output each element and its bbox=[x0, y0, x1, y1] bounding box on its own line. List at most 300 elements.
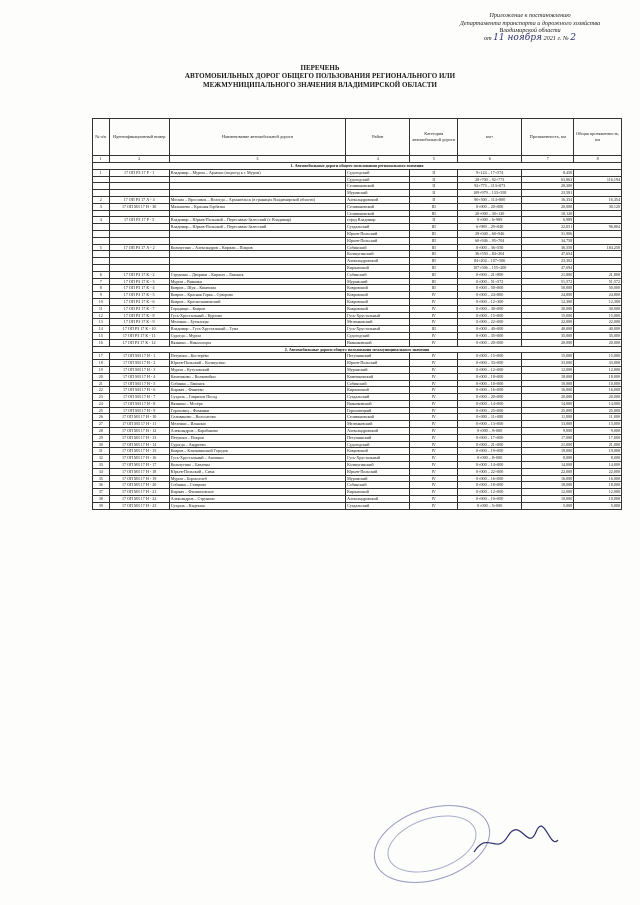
table-cell: 9 bbox=[93, 292, 110, 299]
table-cell: 0+000 – 15+000 bbox=[458, 312, 522, 319]
table-cell: Судогодский bbox=[346, 441, 410, 448]
table-cell: III bbox=[410, 210, 458, 217]
table-cell: 17 ОП МЗ 17 Н - 30 bbox=[109, 203, 169, 210]
column-header: Идентификационный номер bbox=[109, 119, 169, 156]
table-cell: III bbox=[410, 230, 458, 237]
table-row bbox=[93, 258, 622, 265]
table-cell: 17 ОП РЗ 17 А - 4 bbox=[109, 196, 169, 203]
table-row bbox=[93, 428, 622, 435]
column-number: 3 bbox=[169, 156, 345, 163]
table-cell: 14,000 bbox=[522, 400, 574, 407]
table-row bbox=[93, 496, 622, 503]
table-cell: Александровский bbox=[346, 196, 410, 203]
table-cell: 21,800 bbox=[522, 271, 574, 278]
table-cell bbox=[169, 176, 345, 183]
table-cell: Ковровский bbox=[346, 305, 410, 312]
table-cell: 0+000 – 18+000 bbox=[458, 373, 522, 380]
signature bbox=[470, 822, 560, 862]
table-cell: 38 bbox=[93, 496, 110, 503]
table-row bbox=[93, 421, 622, 428]
table-cell: Юрьев-Польский bbox=[346, 230, 410, 237]
table-cell: IV bbox=[410, 380, 458, 387]
table-cell: Гусь-Хрустальный – Анопино bbox=[169, 455, 345, 462]
table-row bbox=[93, 455, 622, 462]
table-cell: III bbox=[410, 264, 458, 271]
table-cell: 0+000 – 10+000 bbox=[458, 380, 522, 387]
table-cell: Собинка – Лакинск bbox=[169, 380, 345, 387]
table-cell: 19,000 bbox=[574, 448, 622, 455]
table-cell: 9+124 – 17+574 bbox=[458, 169, 522, 176]
table-cell: 10 bbox=[93, 298, 110, 305]
table-cell: 1 bbox=[93, 169, 110, 176]
table-cell: Юрьев-Польский – Кольчугино bbox=[169, 360, 345, 367]
table-cell: 33,000 bbox=[522, 360, 574, 367]
table-cell: 17 ОП МЗ 17 Н - 10 bbox=[109, 414, 169, 421]
table-cell: Меленковский bbox=[346, 421, 410, 428]
table-cell: Селиваново – Волосатово bbox=[169, 414, 345, 421]
table-cell: 39 bbox=[93, 502, 110, 509]
table-row bbox=[93, 373, 622, 380]
table-cell: Муромский bbox=[346, 190, 410, 197]
table-cell: 50,000 bbox=[522, 285, 574, 292]
table-cell: 90+500 – 114+800 bbox=[458, 196, 522, 203]
table-cell: 0+000 – 24+800 bbox=[458, 292, 522, 299]
section-heading: 2. Автомобильные дороги общего пользования межмуниципального значения bbox=[93, 346, 622, 353]
table-cell: 14,000 bbox=[574, 462, 622, 469]
table-row bbox=[93, 237, 622, 244]
table-cell bbox=[574, 251, 622, 258]
table-row bbox=[93, 489, 622, 496]
table-cell: 0+000 – 20+000 bbox=[458, 394, 522, 401]
column-header: Общая протяженность, км bbox=[574, 119, 622, 156]
table-cell: IV bbox=[410, 428, 458, 435]
table-cell: 17 ОП МЗ 17 Н - 1 bbox=[109, 353, 169, 360]
table-cell: 21,800 bbox=[574, 271, 622, 278]
table-cell: 22 bbox=[93, 387, 110, 394]
table-cell: 51,572 bbox=[574, 278, 622, 285]
table-cell: 31,906 bbox=[522, 230, 574, 237]
table-cell bbox=[93, 258, 110, 265]
table-cell: 35,000 bbox=[574, 332, 622, 339]
table-cell: 17 ОП РЗ 17 К - 11 bbox=[109, 332, 169, 339]
table-cell: 0+000 – 20+000 bbox=[458, 339, 522, 346]
table-cell: 18,000 bbox=[574, 373, 622, 380]
table-cell: 17,000 bbox=[574, 434, 622, 441]
table-cell: 21,000 bbox=[522, 441, 574, 448]
document-title bbox=[140, 64, 500, 89]
table-cell: 0+000 – 16+000 bbox=[458, 475, 522, 482]
table-cell: 34,758 bbox=[522, 237, 574, 244]
table-cell: 0+000 – 5+000 bbox=[458, 502, 522, 509]
table-cell: 17 ОП МЗ 17 Н - 16 bbox=[109, 455, 169, 462]
table-cell: Петушки – Костерёво bbox=[169, 353, 345, 360]
table-row bbox=[93, 414, 622, 421]
table-cell: 15,000 bbox=[574, 353, 622, 360]
table-cell: 0+000 – 51+572 bbox=[458, 278, 522, 285]
table-row bbox=[93, 203, 622, 210]
table-row bbox=[93, 190, 622, 197]
table-row bbox=[93, 319, 622, 326]
table-cell: Владимир – Юрьев-Польский – Переславль-Залесский (г. Владимир) bbox=[169, 217, 345, 224]
table-cell: 0+000 – 16+000 bbox=[458, 387, 522, 394]
table-cell bbox=[169, 237, 345, 244]
table-cell: 17 ОП МЗ 17 Н - 21 bbox=[109, 489, 169, 496]
appendix-line-3: Владимирской области bbox=[499, 27, 561, 35]
table-cell: 23 bbox=[93, 394, 110, 401]
table-cell: 10,000 bbox=[574, 496, 622, 503]
table-cell: 28 bbox=[93, 428, 110, 435]
table-cell: 17 ОП РЗ 17 К - 3 bbox=[109, 278, 169, 285]
table-cell: III bbox=[410, 326, 458, 333]
table-cell: Юрьев-Польский bbox=[346, 237, 410, 244]
table-cell bbox=[109, 190, 169, 197]
table-row bbox=[93, 387, 622, 394]
table-cell: IV bbox=[410, 400, 458, 407]
table-cell: 0+000 – 17+000 bbox=[458, 434, 522, 441]
table-cell bbox=[574, 264, 622, 271]
table-cell: 17 ОП МЗ 17 Н - 7 bbox=[109, 394, 169, 401]
table-row bbox=[93, 298, 622, 305]
table-cell: III bbox=[410, 285, 458, 292]
table-cell: 7 bbox=[93, 278, 110, 285]
column-number: 4 bbox=[346, 156, 410, 163]
table-cell: 30,000 bbox=[574, 305, 622, 312]
table-cell: 17 ОП МЗ 17 Н - 6 bbox=[109, 387, 169, 394]
table-cell: 16,354 bbox=[522, 196, 574, 203]
table-row bbox=[93, 217, 622, 224]
table-cell: Городищи – Ковров bbox=[169, 305, 345, 312]
table-cell: III bbox=[410, 203, 458, 210]
table-cell: II bbox=[410, 176, 458, 183]
table-cell: Селивановский bbox=[346, 183, 410, 190]
table-cell bbox=[109, 264, 169, 271]
table-cell: 8,000 bbox=[574, 455, 622, 462]
table-cell: IV bbox=[410, 373, 458, 380]
table-cell: 0+000 – 18+000 bbox=[458, 482, 522, 489]
table-row bbox=[93, 339, 622, 346]
table-row bbox=[93, 224, 622, 231]
table-cell bbox=[109, 230, 169, 237]
table-cell: III bbox=[410, 224, 458, 231]
table-cell: Гусь-Хрустальный bbox=[346, 326, 410, 333]
table-cell: 13,000 bbox=[574, 421, 622, 428]
table-cell bbox=[169, 258, 345, 265]
table-row bbox=[93, 264, 622, 271]
table-cell bbox=[93, 210, 110, 217]
table-cell bbox=[93, 176, 110, 183]
table-cell bbox=[93, 264, 110, 271]
table-cell: 20 bbox=[93, 373, 110, 380]
table-cell bbox=[574, 258, 622, 265]
table-cell: 0+000 – 12+000 bbox=[458, 366, 522, 373]
table-cell: Камешково – Волковойно bbox=[169, 373, 345, 380]
table-cell: 17 ОП РЗ 17 К - 7 bbox=[109, 305, 169, 312]
table-cell: 22,000 bbox=[522, 468, 574, 475]
table-cell: 21,000 bbox=[574, 441, 622, 448]
table-cell bbox=[169, 251, 345, 258]
table-cell: 29+040 – 60+946 bbox=[458, 230, 522, 237]
table-cell: 17 ОП РЗ 17 К - 10 bbox=[109, 326, 169, 333]
table-cell: 22,000 bbox=[574, 468, 622, 475]
table-cell: 18 bbox=[93, 360, 110, 367]
table-cell: 18,000 bbox=[522, 482, 574, 489]
appendix-line-1: Приложение к постановлению bbox=[489, 12, 571, 19]
table-cell: город Владимир bbox=[346, 217, 410, 224]
table-cell: 35 bbox=[93, 475, 110, 482]
table-cell: Гороховец – Фоминки bbox=[169, 407, 345, 414]
table-cell: 6,989 bbox=[522, 217, 574, 224]
table-cell bbox=[109, 224, 169, 231]
table-cell: Ковровский bbox=[346, 298, 410, 305]
table-cell: 30,000 bbox=[522, 305, 574, 312]
table-cell: 17 ОП МЗ 17 Н - 18 bbox=[109, 468, 169, 475]
table-cell: Суздальский bbox=[346, 224, 410, 231]
table-cell: 30 bbox=[93, 441, 110, 448]
table-cell: 14,000 bbox=[574, 400, 622, 407]
table-row bbox=[93, 475, 622, 482]
column-header: Категория автомобильной дороги bbox=[410, 119, 458, 156]
table-cell: Кольчугино – Александров – Киржач – Покров bbox=[169, 244, 345, 251]
table-cell: Кольчугинский bbox=[346, 462, 410, 469]
column-header: Район bbox=[346, 119, 410, 156]
table-row bbox=[93, 312, 622, 319]
table-cell: 17 ОП МЗ 17 Н - 8 bbox=[109, 400, 169, 407]
table-cell: 17 ОП МЗ 17 Н - 14 bbox=[109, 441, 169, 448]
table-cell: Селивановский bbox=[346, 203, 410, 210]
table-cell: 17 ОП МЗ 17 Н - 17 bbox=[109, 462, 169, 469]
table-cell: Александровский bbox=[346, 496, 410, 503]
table-cell: 60+946 – 95+704 bbox=[458, 237, 522, 244]
table-cell: 116,194 bbox=[574, 176, 622, 183]
table-row bbox=[93, 176, 622, 183]
table-cell: Владимир – Муром – Арзамас (подъезд к г. Муром) bbox=[169, 169, 345, 176]
table-cell: 18,000 bbox=[574, 482, 622, 489]
table-cell: 14,000 bbox=[522, 462, 574, 469]
table-cell: 11,000 bbox=[574, 414, 622, 421]
appendix-year: 2021 г. № bbox=[543, 34, 569, 42]
table-cell bbox=[93, 251, 110, 258]
table-cell: 10,000 bbox=[522, 496, 574, 503]
table-cell: Киржач – Финеево bbox=[169, 387, 345, 394]
table-cell: 12,000 bbox=[574, 366, 622, 373]
table-cell: III bbox=[410, 258, 458, 265]
table-cell: 20+000 – 30+120 bbox=[458, 210, 522, 217]
table-row bbox=[93, 332, 622, 339]
table-cell bbox=[109, 251, 169, 258]
table-row bbox=[93, 326, 622, 333]
table-cell: 29 bbox=[93, 434, 110, 441]
table-cell: 21 bbox=[93, 380, 110, 387]
table-cell: IV bbox=[410, 332, 458, 339]
table-cell: Суздальский bbox=[346, 394, 410, 401]
table-cell: 19,000 bbox=[522, 448, 574, 455]
table-cell: Меленки – Илькино bbox=[169, 421, 345, 428]
table-cell: Гусь-Хрустальный bbox=[346, 455, 410, 462]
table-cell bbox=[93, 190, 110, 197]
table-cell: 25,000 bbox=[574, 407, 622, 414]
column-number-row bbox=[93, 156, 622, 163]
table-cell: 19 bbox=[93, 366, 110, 373]
appendix-number: 2 bbox=[570, 32, 576, 43]
table-cell: Суздаль – Гаврилов Посад bbox=[169, 394, 345, 401]
table-cell: Владимир – Юрьев-Польский – Переславль-Залесский bbox=[169, 224, 345, 231]
table-cell: 18,000 bbox=[522, 373, 574, 380]
table-cell: Судогодский bbox=[346, 332, 410, 339]
table-cell: Меленки – Бутылицы bbox=[169, 319, 345, 326]
table-cell: Александровский bbox=[346, 428, 410, 435]
table-cell: Муром – Вязники bbox=[169, 278, 345, 285]
table-cell: Петушинский bbox=[346, 353, 410, 360]
appendix-line-2: Департамента транспорта и дорожного хозяйства bbox=[459, 19, 601, 27]
table-cell: 17 ОП МЗ 17 Н - 13 bbox=[109, 434, 169, 441]
column-header: Наименование автомобильной дороги bbox=[169, 119, 345, 156]
table-cell bbox=[109, 183, 169, 190]
table-cell: 36,550 bbox=[522, 244, 574, 251]
table-cell: Петушинский bbox=[346, 434, 410, 441]
table-cell: II bbox=[410, 196, 458, 203]
table-cell bbox=[574, 169, 622, 176]
table-cell: 8 bbox=[93, 285, 110, 292]
table-cell: 17 ОП РЗ 17 А - 2 bbox=[109, 244, 169, 251]
table-row bbox=[93, 285, 622, 292]
table-cell: Гороховецкий bbox=[346, 407, 410, 414]
table-cell: Юрьев-Польский – Сима bbox=[169, 468, 345, 475]
table-cell: IV bbox=[410, 462, 458, 469]
table-cell: 16,354 bbox=[574, 196, 622, 203]
table-cell: Киржачский bbox=[346, 489, 410, 496]
appendix-line-4 bbox=[440, 32, 620, 43]
table-cell: 0+000 – 12+000 bbox=[458, 489, 522, 496]
roads-table bbox=[92, 118, 622, 510]
table-cell bbox=[93, 224, 110, 231]
column-header: Протяженность, км bbox=[522, 119, 574, 156]
table-cell: 33 bbox=[93, 462, 110, 469]
table-cell: Судогда – Муром bbox=[169, 332, 345, 339]
table-cell: 50,000 bbox=[574, 285, 622, 292]
table-cell: Суздаль – Кидекша bbox=[169, 502, 345, 509]
table-cell: 25 bbox=[93, 407, 110, 414]
column-number: 5 bbox=[410, 156, 458, 163]
table-cell: 109+979 – 133+558 bbox=[458, 190, 522, 197]
table-cell: 96,804 bbox=[574, 224, 622, 231]
table-cell bbox=[574, 190, 622, 197]
table-cell: 15,000 bbox=[522, 312, 574, 319]
table-cell: 47,654 bbox=[522, 251, 574, 258]
table-cell: 17 ОП МЗ 17 Н - 3 bbox=[109, 366, 169, 373]
table-cell: 0+000 – 14+000 bbox=[458, 400, 522, 407]
table-cell: Селивановский bbox=[346, 414, 410, 421]
table-cell: 17 ОП РЗ 17 К - 4 bbox=[109, 285, 169, 292]
table-cell: 8,000 bbox=[522, 455, 574, 462]
table-cell: IV bbox=[410, 353, 458, 360]
table-cell: 17,000 bbox=[522, 434, 574, 441]
table-cell: 36+550 – 84+204 bbox=[458, 251, 522, 258]
table-cell: 12,000 bbox=[522, 366, 574, 373]
table-cell: II bbox=[410, 190, 458, 197]
table-cell: 16,000 bbox=[522, 475, 574, 482]
table-row bbox=[93, 468, 622, 475]
table-cell: 11 bbox=[93, 305, 110, 312]
table-cell: Гусь-Хрустальный – Курлово bbox=[169, 312, 345, 319]
table-cell: 17 ОП РЗ 17 К - 9 bbox=[109, 319, 169, 326]
table-cell: Меленковский bbox=[346, 319, 410, 326]
table-cell: 17 ОП МЗ 17 Н - 15 bbox=[109, 448, 169, 455]
column-number: 8 bbox=[574, 156, 622, 163]
column-number: 6 bbox=[458, 156, 522, 163]
table-row bbox=[93, 462, 622, 469]
table-cell: 22,051 bbox=[522, 224, 574, 231]
table-cell: 17 ОП РЗ 17 К - 5 bbox=[109, 292, 169, 299]
table-cell: 17 ОП МЗ 17 Н - 22 bbox=[109, 496, 169, 503]
table-cell bbox=[169, 230, 345, 237]
table-cell: IV bbox=[410, 448, 458, 455]
table-row bbox=[93, 380, 622, 387]
table-cell: 0+000 – 6+989 bbox=[458, 217, 522, 224]
table-cell: 31 bbox=[93, 448, 110, 455]
table-cell: 63,863 bbox=[522, 176, 574, 183]
table-cell: 24,800 bbox=[574, 292, 622, 299]
table-cell bbox=[93, 237, 110, 244]
table-cell: 10,120 bbox=[522, 210, 574, 217]
table-cell: 15,000 bbox=[574, 312, 622, 319]
table-cell: 0+000 – 15+000 bbox=[458, 353, 522, 360]
table-cell: 17 ОП МЗ 17 Н - 12 bbox=[109, 428, 169, 435]
table-cell: 28+700 – 92+773 bbox=[458, 176, 522, 183]
table-row bbox=[93, 353, 622, 360]
table-cell: 12 bbox=[93, 312, 110, 319]
title-line-1: ПЕРЕЧЕНЬ bbox=[300, 64, 340, 72]
table-cell: 16,000 bbox=[574, 475, 622, 482]
table-cell: 17 ОП МЗ 17 Н - 2 bbox=[109, 360, 169, 367]
table-cell: 20,300 bbox=[522, 183, 574, 190]
table-cell: 36 bbox=[93, 482, 110, 489]
table-cell: IV bbox=[410, 305, 458, 312]
table-cell: Александров – Карабаново bbox=[169, 428, 345, 435]
appendix-date: 11 ноября bbox=[493, 32, 542, 43]
table-cell: 40,000 bbox=[574, 326, 622, 333]
table-row bbox=[93, 407, 622, 414]
table-cell: 17 ОП РЗ 17 Р - 1 bbox=[109, 169, 169, 176]
table-cell: 0+000 – 22+000 bbox=[458, 319, 522, 326]
table-cell: Собинский bbox=[346, 482, 410, 489]
table-cell: 9,000 bbox=[522, 428, 574, 435]
table-cell: III bbox=[410, 244, 458, 251]
table-cell: III bbox=[410, 251, 458, 258]
table-cell: Вязниковский bbox=[346, 339, 410, 346]
table-cell bbox=[574, 237, 622, 244]
table-cell: Малышево – Красная Горбатка bbox=[169, 203, 345, 210]
table-cell: 13,000 bbox=[522, 421, 574, 428]
table-cell: 0+000 – 30+000 bbox=[458, 305, 522, 312]
table-cell: Муром – Борисоглеб bbox=[169, 475, 345, 482]
table-row bbox=[93, 305, 622, 312]
table-cell bbox=[169, 210, 345, 217]
table-cell bbox=[93, 230, 110, 237]
column-header: № п/п bbox=[93, 119, 110, 156]
table-cell bbox=[109, 210, 169, 217]
table-row bbox=[93, 210, 622, 217]
table-cell: Ковровский bbox=[346, 292, 410, 299]
table-row bbox=[93, 169, 622, 176]
table-cell: IV bbox=[410, 366, 458, 373]
title-line-2: АВТОМОБИЛЬНЫХ ДОРОГ ОБЩЕГО ПОЛЬЗОВАНИЯ РЕГИОНАЛЬНОГО ИЛИ bbox=[184, 72, 456, 81]
table-cell: Александровский bbox=[346, 258, 410, 265]
table-cell: 17 ОП МЗ 17 Н - 5 bbox=[109, 380, 169, 387]
table-cell: 16,000 bbox=[574, 387, 622, 394]
table-cell: 17 ОП МЗ 17 Н - 19 bbox=[109, 475, 169, 482]
table-cell: 3 bbox=[93, 203, 110, 210]
table-cell: 5,000 bbox=[522, 502, 574, 509]
